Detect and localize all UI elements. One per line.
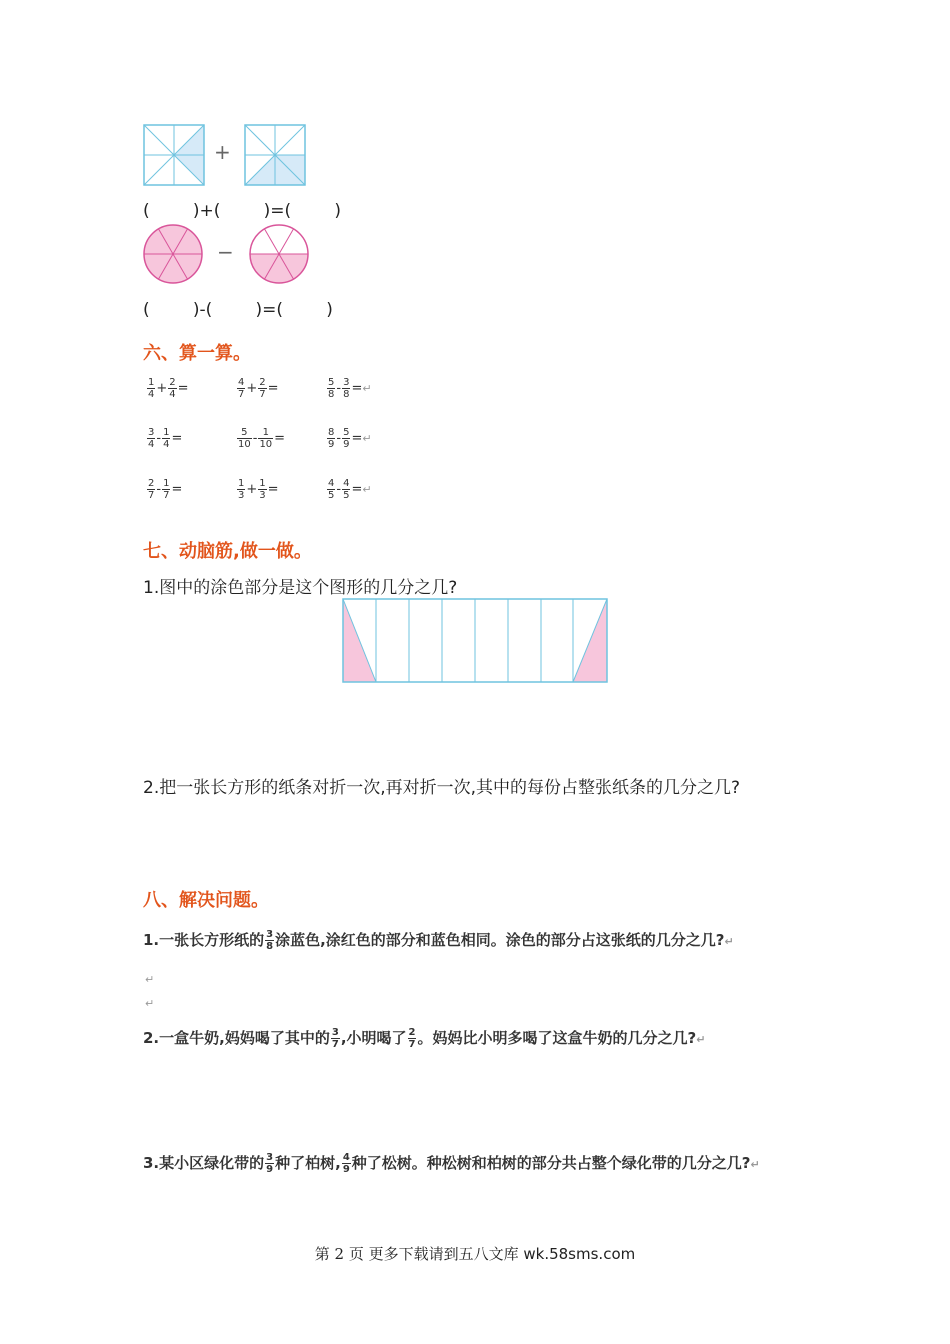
calc-problem [236,427,285,450]
operator: + [246,482,258,497]
fraction [327,478,335,501]
square-fraction-diagram-1 [143,124,205,186]
denominator: 8 [343,389,350,400]
question-8-3 [143,1152,760,1175]
denominator: 3 [259,490,266,501]
operator: - [156,482,162,497]
fraction [147,427,155,450]
denominator: 7 [408,1039,416,1050]
subtraction-answer-blanks[interactable]: ( )-( )=( ) [143,300,333,320]
return-mark: ↵ [750,1158,760,1171]
numerator: 2 [169,377,176,388]
question-8-2-text-a: 2.一盒牛奶,妈妈喝了其中的 [143,1029,330,1047]
question-8-2 [143,1027,705,1050]
rectangle-fraction-diagram [342,598,608,684]
return-mark: ↵ [362,483,372,496]
denominator: 4 [163,439,170,450]
denominator: 8 [266,941,274,952]
fraction [342,427,350,450]
denominator: 7 [331,1039,339,1050]
numerator: 1 [238,478,245,489]
page-footer [0,1243,950,1264]
circle-fraction-diagram-1 [142,223,204,285]
calc-problem [236,478,279,501]
numerator: 1 [148,377,155,388]
calc-problem [326,427,372,450]
numerator: 1 [259,478,266,489]
question-7-1: 1.图中的涂色部分是这个图形的几分之几? [143,578,458,598]
equals-sign: = [177,381,189,396]
numerator: 8 [328,427,335,438]
return-mark: ↵ [362,432,372,445]
denominator: 9 [342,1164,350,1175]
fraction [265,1152,274,1175]
equals-sign: = [267,381,279,396]
operator: - [252,431,258,446]
question-8-1 [143,929,734,952]
denominator: 10 [238,439,251,450]
fraction [408,1027,417,1050]
numerator: 3 [266,1152,274,1163]
denominator: 10 [259,439,273,450]
calc-problem [326,377,372,400]
question-8-1-text-a: 1.一张长方形纸的 [143,931,265,949]
return-mark: ↵ [696,1033,706,1046]
question-8-1-text-b: 涂蓝色,涂红色的部分和蓝色相同。涂色的部分占这张纸的几分之几? [275,931,725,949]
equals-sign: = [351,381,363,396]
calc-problem [146,377,189,400]
denominator: 5 [343,490,350,501]
equals-sign: = [267,482,279,497]
fraction [258,427,273,450]
return-mark: ↵ [724,935,734,948]
numerator: 5 [328,377,335,388]
addition-answer-blanks[interactable]: ( )+( )=( ) [143,201,341,221]
denominator: 9 [343,439,350,450]
fraction [147,478,155,501]
return-mark: ↵ [362,382,372,395]
numerator: 3 [343,377,350,388]
denominator: 5 [328,490,335,501]
fraction [342,478,350,501]
fraction [162,427,170,450]
calc-problem [146,478,182,501]
footer-site-link[interactable]: wk.58sms.com [523,1245,636,1263]
denominator: 3 [238,490,245,501]
fraction [237,478,245,501]
denominator: 7 [163,490,170,501]
question-8-2-text-b: ,小明喝了 [340,1029,407,1047]
calc-problem [326,478,372,501]
operator: - [336,431,342,446]
equals-sign: = [171,431,183,446]
fraction [265,929,274,952]
denominator: 7 [148,490,155,501]
denominator: 7 [259,389,266,400]
fraction [331,1027,340,1050]
numerator: 1 [163,478,170,489]
numerator: 2 [408,1027,416,1038]
numerator: 5 [343,427,350,438]
return-mark: ↵ [145,973,155,986]
numerator: 1 [258,427,273,439]
fraction [147,377,155,400]
square-fraction-diagram-2 [244,124,306,186]
denominator: 4 [148,439,155,450]
fraction [258,377,266,400]
denominator: 8 [328,389,335,400]
fraction [168,377,176,400]
fraction [342,1152,351,1175]
operator: + [246,381,258,396]
question-8-3-text-a: 3.某小区绿化带的 [143,1154,265,1172]
denominator: 9 [266,1164,274,1175]
denominator: 7 [238,389,245,400]
operator: - [336,381,342,396]
plus-sign: + [214,140,231,164]
denominator: 9 [328,439,335,450]
numerator: 4 [238,377,245,388]
footer-page-text: 第 2 页 更多下载请到五八文库 [314,1245,524,1263]
section-8-heading: 八、解决问题。 [143,890,269,911]
return-mark: ↵ [145,997,155,1010]
circle-fraction-diagram-2 [248,223,310,285]
numerator: 2 [148,478,155,489]
fraction [327,427,335,450]
calc-problem [236,377,279,400]
numerator: 4 [343,478,350,489]
section-7-heading: 七、动脑筋,做一做。 [143,541,312,562]
numerator: 5 [237,427,252,439]
fraction [342,377,350,400]
operator: - [156,431,162,446]
equals-sign: = [351,431,363,446]
section-6-heading: 六、算一算。 [143,343,251,364]
numerator: 3 [266,929,274,940]
numerator: 3 [148,427,155,438]
numerator: 2 [259,377,266,388]
equals-sign: = [274,431,286,446]
denominator: 4 [169,389,176,400]
question-7-2: 2.把一张长方形的纸条对折一次,再对折一次,其中的每份占整张纸条的几分之几? [143,778,741,798]
fraction [162,478,170,501]
fraction [258,478,266,501]
minus-sign: − [217,240,234,264]
equals-sign: = [351,482,363,497]
question-8-3-text-b: 种了柏树, [275,1154,341,1172]
question-8-2-text-c: 。妈妈比小明多喝了这盒牛奶的几分之几? [417,1029,697,1047]
fraction [327,377,335,400]
numerator: 1 [163,427,170,438]
operator: + [156,381,168,396]
fraction [237,427,252,450]
equals-sign: = [171,482,183,497]
question-8-3-text-c: 种了松树。种松树和柏树的部分共占整个绿化带的几分之几? [351,1154,751,1172]
numerator: 4 [328,478,335,489]
numerator: 3 [331,1027,339,1038]
numerator: 4 [342,1152,350,1163]
denominator: 4 [148,389,155,400]
fraction [237,377,245,400]
operator: - [336,482,342,497]
calc-problem [146,427,182,450]
